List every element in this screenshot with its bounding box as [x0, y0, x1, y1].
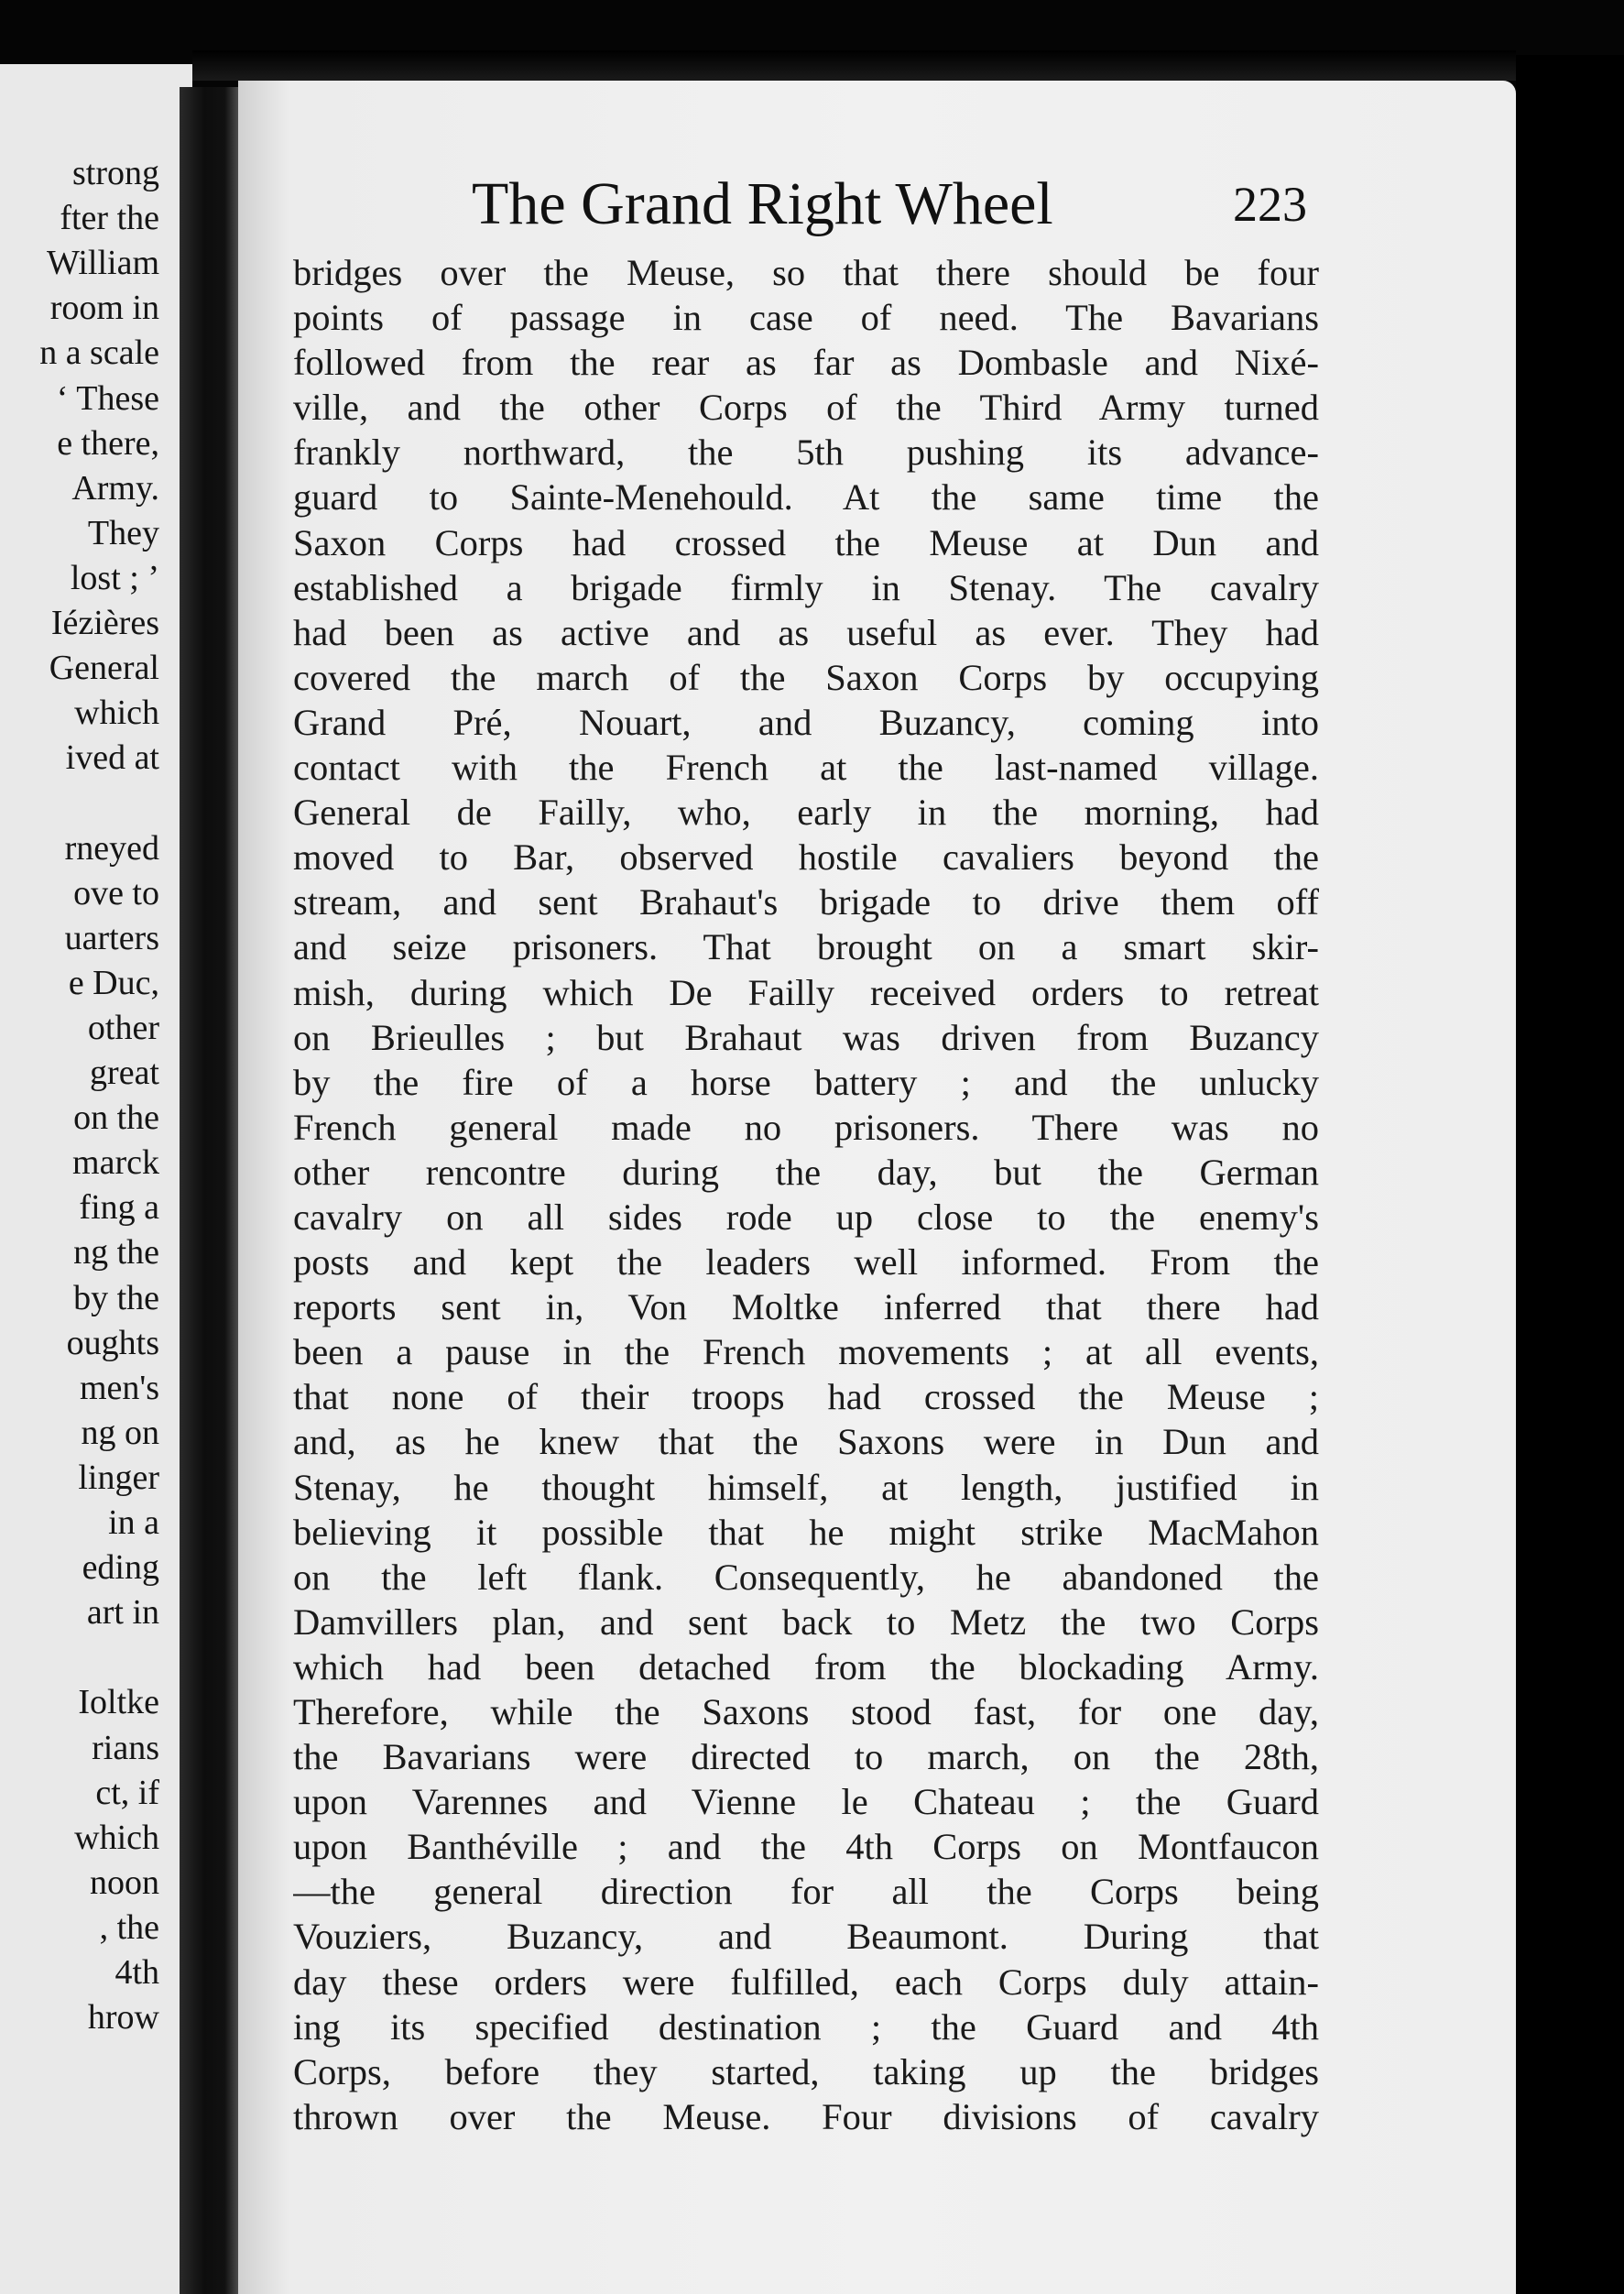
- text-line: on the left flank. Consequently, he abandoned the: [293, 1556, 1319, 1598]
- text-line: stream, and sent Brahaut's brigade to drive them off: [293, 881, 1319, 923]
- text-line: ing its specified destination ; the Guard and 4th: [293, 2005, 1319, 2048]
- left-page-line: General: [49, 649, 159, 688]
- left-page-line: marck: [72, 1143, 159, 1183]
- left-page-line: ng on: [81, 1413, 159, 1452]
- left-page-line: rneyed: [64, 828, 159, 868]
- left-page-line: fter the: [60, 199, 159, 238]
- left-page-line: great: [90, 1054, 159, 1092]
- text-line: other rencontre during the day, but the German: [293, 1151, 1319, 1193]
- text-line: posts and kept the leaders well informed. From the: [293, 1241, 1319, 1284]
- left-page-line: , the: [99, 1907, 159, 1947]
- left-page-line: art in: [86, 1593, 159, 1633]
- left-page-line: Army.: [71, 468, 159, 508]
- left-page-line: Ioltke: [78, 1683, 159, 1722]
- text-line: been a pause in the French movements ; at all events,: [293, 1331, 1319, 1373]
- text-line: bridges over the Meuse, so that there should be four: [293, 252, 1319, 293]
- text-line: Vouziers, Buzancy, and Beaumont. During that: [293, 1916, 1319, 1958]
- text-line: Stenay, he thought himself, at length, justified in: [293, 1466, 1319, 1508]
- text-line: that none of their troops had crossed the Meuse ;: [293, 1376, 1319, 1418]
- text-line: and, as he knew that the Saxons were in Dun and: [293, 1421, 1319, 1463]
- page-number: 223: [1233, 177, 1307, 232]
- left-page-line: 4th: [114, 1953, 159, 1992]
- text-line: contact with the French at the last-named village.: [293, 747, 1319, 789]
- scan-top-edge: [192, 50, 1516, 81]
- text-line: upon Varennes and Vienne le Chateau ; the Guard: [293, 1781, 1319, 1823]
- left-page-line: other: [87, 1008, 159, 1047]
- left-page-line: William: [47, 244, 159, 283]
- previous-page-fragment: [0, 64, 192, 2294]
- left-page-line: linger: [78, 1458, 159, 1497]
- running-head: The Grand Right Wheel: [472, 170, 1053, 237]
- left-page-line: men's: [79, 1368, 159, 1407]
- text-line: ville, and the other Corps of the Third Army turned: [293, 387, 1319, 429]
- text-line: upon Banthéville ; and the 4th Corps on Montfaucon: [293, 1826, 1319, 1868]
- left-page-line: n a scale: [39, 333, 159, 373]
- left-page-line: room in: [49, 289, 159, 328]
- left-page-line: e Duc,: [68, 963, 159, 1002]
- left-page-line: ‘ These: [56, 378, 159, 418]
- text-line: covered the march of the Saxon Corps by occupying: [293, 656, 1319, 698]
- text-line: points of passage in case of need. The Bavarians: [293, 297, 1319, 339]
- left-page-line: rians: [92, 1728, 159, 1767]
- text-line: which had been detached from the blockading Army.: [293, 1645, 1319, 1688]
- text-line: Corps, before they started, taking up the bridges: [293, 2050, 1319, 2092]
- text-line: mish, during which De Failly received orders to retreat: [293, 971, 1319, 1013]
- text-line: Saxon Corps had crossed the Meuse at Dun and: [293, 521, 1319, 563]
- text-line: believing it possible that he might strike MacMahon: [293, 1511, 1319, 1553]
- left-page-line: e there,: [57, 423, 159, 463]
- left-page-line: fing a: [79, 1188, 159, 1228]
- left-page-line: in a: [108, 1503, 159, 1542]
- left-page-line: eding: [82, 1548, 159, 1588]
- left-page-line: ng the: [73, 1233, 159, 1273]
- text-line: —the general direction for all the Corps being: [293, 1871, 1319, 1913]
- text-line: cavalry on all sides rode up close to the enemy's: [293, 1196, 1319, 1238]
- text-line: thrown over the Meuse. Four divisions of cavalry: [293, 2095, 1319, 2137]
- text-line: on Brieulles ; but Brahaut was driven from Buzancy: [293, 1016, 1319, 1058]
- text-line: moved to Bar, observed hostile cavaliers beyond the: [293, 836, 1319, 879]
- left-page-line: ct, if: [95, 1773, 159, 1812]
- text-line: established a brigade firmly in Stenay. The cavalry: [293, 566, 1319, 608]
- left-page-line: They: [87, 513, 159, 552]
- text-line: followed from the rear as far as Dombasle and Nixé-: [293, 342, 1319, 384]
- text-line: had been as active and as useful as ever. They had: [293, 611, 1319, 653]
- left-page-line: ived at: [65, 738, 159, 778]
- left-page-line: hrow: [87, 1998, 159, 2037]
- text-line: Therefore, while the Saxons stood fast, for one day,: [293, 1691, 1319, 1732]
- text-line: General de Failly, who, early in the morning, had: [293, 792, 1319, 834]
- page-header: [238, 163, 1516, 246]
- text-line: French general made no prisoners. There was no: [293, 1106, 1319, 1148]
- book-page: [238, 81, 1516, 2294]
- left-page-line: which: [74, 694, 159, 733]
- left-page-line: on the: [73, 1098, 159, 1138]
- text-line: guard to Sainte-Menehould. At the same time the: [293, 476, 1319, 519]
- left-page-line: uarters: [64, 918, 159, 957]
- text-line: and seize prisoners. That brought on a smart skir-: [293, 926, 1319, 968]
- text-line: Damvillers plan, and sent back to Metz the two Corps: [293, 1600, 1319, 1643]
- text-line: by the fire of a horse battery ; and the unlucky: [293, 1061, 1319, 1103]
- left-page-line: noon: [90, 1863, 159, 1902]
- page-body-text: [293, 250, 1319, 2139]
- left-page-line: which: [74, 1818, 159, 1857]
- text-line: the Bavarians were directed to march, on the 28th,: [293, 1736, 1319, 1778]
- scan-right-edge: [1516, 55, 1624, 2294]
- text-line: day these orders were fulfilled, each Corps duly attain-: [293, 1961, 1319, 2003]
- left-page-line: lost ; ’: [70, 558, 159, 597]
- left-page-line: ove to: [73, 873, 159, 912]
- text-line: Grand Pré, Nouart, and Buzancy, coming into: [293, 701, 1319, 743]
- left-page-line: Iézières: [50, 604, 159, 642]
- left-page-line: strong: [72, 154, 159, 192]
- left-page-line: by the: [73, 1278, 159, 1317]
- text-line: reports sent in, Von Moltke inferred that there had: [293, 1286, 1319, 1328]
- text-line: frankly northward, the 5th pushing its advance-: [293, 431, 1319, 474]
- left-page-line: oughts: [66, 1323, 159, 1362]
